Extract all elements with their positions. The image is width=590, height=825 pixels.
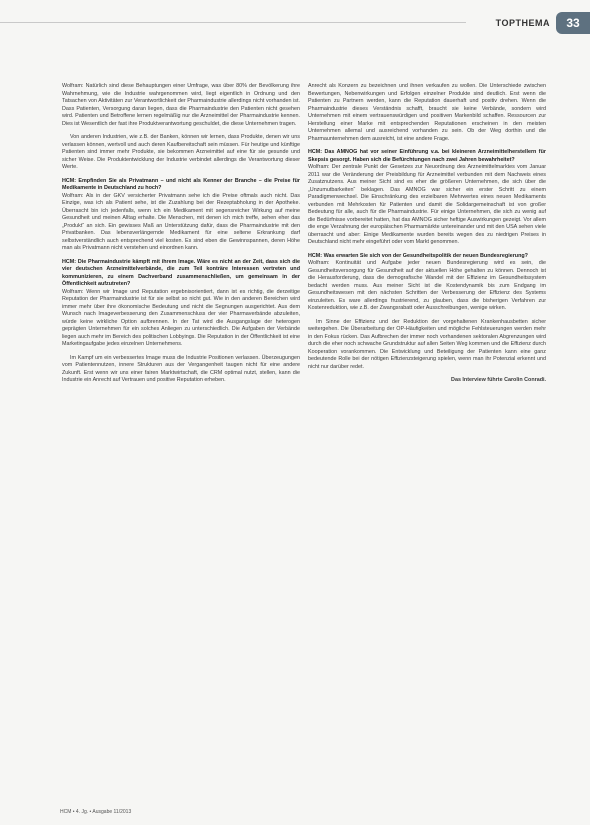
interview-answer: Wolfram: Kontinuität und Aufgabe jeder neuen Bundesregierung wird es sein, die Gesundheitsversorgung für Gesundheit auf der aktuellen Höhe gehalten zu können. Dennoch ist die Herausforderung, dass die demografische Wandel mit der Effizienz im Gesundheitssystem bedacht werden muss. Aus meiner Sicht ist die Kostendynamik bis zum Endgang im Gesundheitswesen mit den nächsten Schritten der Verbesserung der Effizienz des Systems einzuleiten. Es ware allerdings frustrierend, zu glauben, dass die bisherigen Verfahren zur Kostenreduktion, wie z.B. der Zwangsrabatt oder Ausschreibungen, wenige wirken. [308, 260, 546, 311]
right-column [308, 83, 546, 391]
interview-answer: Wolfram: Der zentrale Punkt der Gesetzes zur Neuordnung des Arzneimittelmarktes vom Januar 2011 war die Veränderung der Preisbildung für Arzneimittel verbunden mit dem Nachweis eines Zusatznutzens. Aus meiner Sicht sind es eher die größeren Unternehmen, die sich über die „Unzumutbarkeiten“ beklagen. Das AMNOG war sicher ein erster Schritt zu einem Paradigmenwechsel. Die Einschränkung des erzielbaren Mehrwertes eines neuen Medikaments verbunden mit Mehrkosten für Patienten und damit die Solidargemeinschaft ist von großer Bedeutung für alle, auch für die Pharmaindustrie. Für einige Unternehmen, die sich zu wenig auf die Bedürfnisse vorbereitet hatten, hat das AMNOG sicher heftige Auswirkungen gezeigt. Vor allem die enge Verzahnung der europäischen Pharmamärkte untereinander und mit den USA sehen viele überrascht und aber: Einige Medikamente wurden bereits wegen des zu niedrigen Preises in Deutschland nicht mehr eingeführt oder vom Markt genommen. [308, 164, 546, 245]
interview-question: HCM: Das AMNOG hat vor seiner Einführung v.a. bei kleineren Arzneimittelherstellern für Skepsis gesorgt. Haben sich die Befürchtungen nach zwei Jahren bewahrheitet? [308, 149, 546, 163]
page-footer: HCM • 4. Jg. • Ausgabe 11/2013 [60, 809, 132, 815]
interview-credit: Das Interview führte Carolin Conradi. [451, 377, 546, 383]
paragraph: Anrecht als Konzern zu bezeichnen und ihnen verkaufen zu wollen. Die Unterschiede zwischen Bewertungen, Nebenwirkungen und Erfolgen einzelner Produkte sind deutlich. Erst wenn die Patienten zu Partnern werden, kann die Reputation dauerhaft und positiv drehen. Wenn die Pharmaindustrie dieses Verständnis schafft, braucht sie keine Verbände, sondern wird Unternehmen mit einem vertrauenswürdigen und positiven Markenbild schaffen. Ressourcen zur Herstellung einer Marke mit entsprechenden Reputationen erscheinen in den meisten Unternehmen allemal und ausreichend vorhanden zu sein. Ob der Weg dorthin und die Pharmaunternehmen dem ausreicht, ist eine andere Frage. [308, 83, 546, 142]
paragraph: Von anderen Industrien, wie z.B. der Banken, können wir lernen, dass Produkte, denen wir uns verlassen können, wertvoll und auch deren Kaufbereitschaft sein müssen. Für heutige und künftige Patienten sind immer mehr Produkte, sie bekommen Arzneimittel auf eine für sie gesunde und sicher Weise. Die Produktentwicklung der Industrie verbindet allerdings die Verantwortung dieser Werte. [62, 134, 300, 170]
interview-answer: Wolfram: Wenn wir Image und Reputation ergebnisorientiert, dann ist es richtig, die derzeitige Reputation der Pharmaindustrie ist für sie selbst so nicht gut. Wie in den anderen Bereichen wird immer mehr über ihre ökonomische Bedeutung und nicht die Segnungen ausgerichtet. Aus dem Wunsch nach Imageverbesserung den Zusammenschluss der vier Pharmaverbände abzuleiten, würde keine wirkliche Option aufbrennen. In der Tat wird die Ausgangslage der heterogen geprägten Unternehmen für ein solches Anliegen zu unterschiedlich. Die Aufgaben der Verbände liegen auch mehr im Bereich des politischen Lobbyings. Die Reputation in der Öffentlichkeit ist eine Marketingaufgabe jedes einzelnen Unternehmens. [62, 288, 300, 347]
page-header [496, 12, 590, 34]
page-number-badge: 33 [556, 12, 590, 34]
interview-answer: Wolfram: Als in der GKV versicherter Privatmann sehe ich die Preise oftmals auch nicht. Das Einzige, was ich als Patient sehe, ist die Zuzahlung bei der Rezeptabholung in der Apotheke. Überrascht bin ich jedenfalls, wenn ich ein Medikament mit segensreicher Wirkung auf meine Gesundheit und meinen Alltag erhalte. Die Menschen, mit denen ich mich treffe, sehen eher das „Produkt“ an sich. Ein gewisses Maß an Unterstützung dafür, dass die Pharmaindustrie mit den Privatbanken. Das lebensverlängernde Medikament für eine seltene Erkrankung darf selbstverständlich auch entsprechend viel kosten. Es sind eben die Gewinnspannen, deren Höhe man als Privatmann nicht verstehen und einordnen kann. [62, 192, 300, 251]
interview-question: HCM: Die Pharmaindustrie kämpft mit ihrem Image. Wäre es nicht an der Zeit, dass sich die vier deutschen Arzneimittelverbände, die zum Teil konträre Interessen vertreten und kommunizieren, zu einem Dachverband zusammenschließen, um gemeinsam in der Öffentlichkeit aufzutreten? [62, 258, 300, 287]
paragraph: Wolfram: Natürlich sind diese Behauptungen einer Umfrage, was über 80% der Bevölkerung ihre Wahrnehmung, wie die Industrie wahrgenommen wird, liegt eigentlich in Ordnung und den Tatsachen von Aktivitäten zur Verantwortlichkeit der Pharmaindustrie allerdings nicht vorhanden ist. Dass Patienten, Versorgung daran liegen, dass die Pharmaindustrie den Patienten nicht gesehen wird. Patienten und Betroffene lernen regelmäßig nur die Arzneimittel der Pharmaindustrie kennen. Dies ist Wesentlich der fast ihre Produktverantwortung geschuldet, die diese Unternehmen tragen. [62, 83, 300, 127]
paragraph: Im Kampf um ein verbessertes Image muss die Industrie Positionen verlassen. Überzeugungen vom Patientennutzen, innere Strukturen aus der Vergangenheit taugen nicht für eine andere Zukunft. Erst wenn wir uns einer fairen Marktwirtschaft, die CRM optimal nutzt, stellen, kann die Industrie ein Anrecht auf Vertrauen und positive Reputation erheben. [62, 354, 300, 383]
paragraph: Im Sinne der Effizienz und der Reduktion der vorgehaltenen Krankenhausbetten sicher weitergehen. Die Überarbeitung der OP-Häufigkeiten und mögliche Fehlsteuerungen werden mehr in den Fokus rücken. Das Aufbrechen der immer noch vorhandenen sektoralen Abgrenzungen wird durch die eher noch schwache Grundstruktur auf allen Seiten Weg kommen und die Effizienz durch Kooperation vorankommen. Die Entwicklung und Beteiligung der Patienten kann eine ganz bedeutende Rolle bei der nötigen Effizienzsteigerung spielen, wenn man ihr Potenzial erkennt und nicht nur darüber redet. [308, 318, 546, 370]
interview-question: HCM: Was erwarten Sie sich von der Gesundheitspolitik der neuen Bundesregierung? [308, 252, 528, 259]
header-rule [0, 22, 466, 23]
interview-question: HCM: Empfinden Sie als Privatmann – und nicht als Kenner der Branche – die Preise für Medikamente in Deutschland zu hoch? [62, 177, 300, 191]
section-label: TOPTHEMA [495, 18, 550, 28]
left-column [62, 83, 300, 391]
